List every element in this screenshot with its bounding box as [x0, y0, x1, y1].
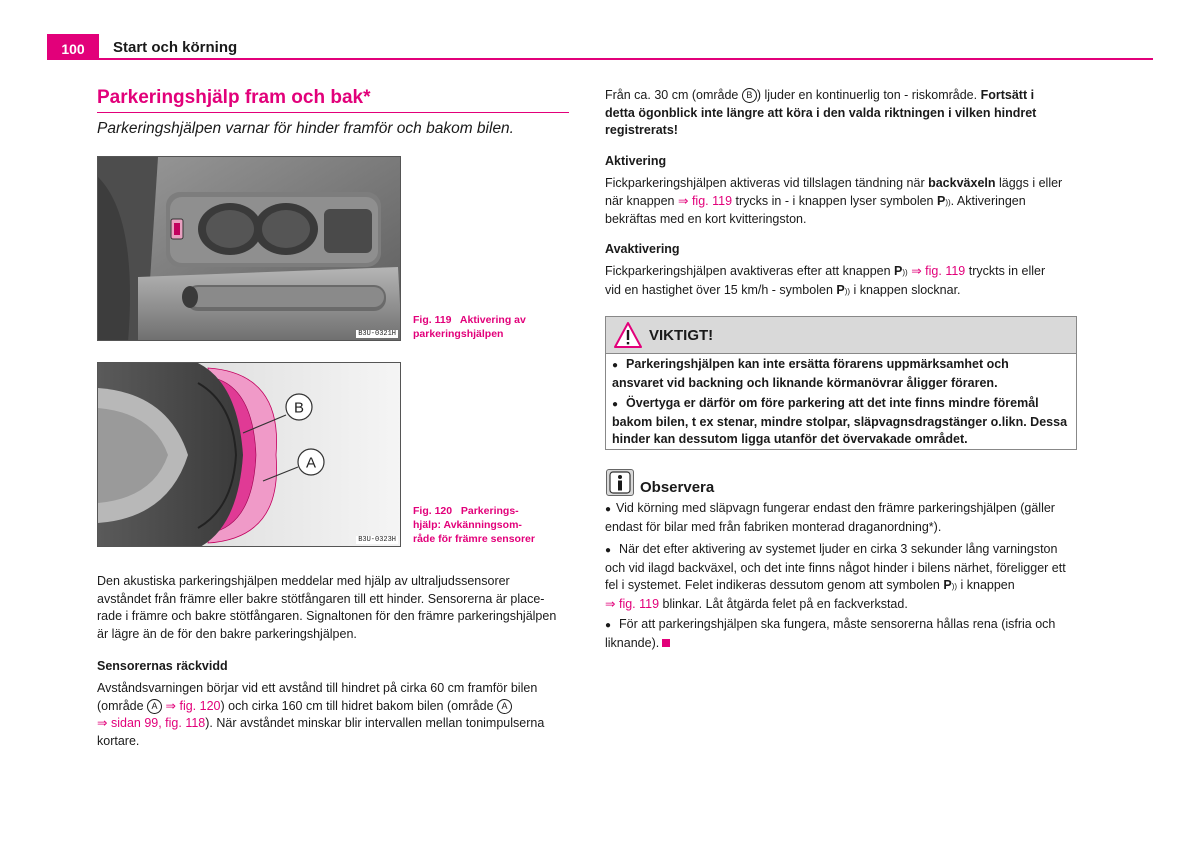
warning-title: VIKTIGT!	[649, 327, 714, 344]
text-line: är lägre än de för den bakre parkeringshjälpen.	[97, 626, 357, 641]
page-number: 100	[47, 34, 99, 60]
figure-120-caption-line: Parkerings-	[460, 505, 519, 517]
figure-120-number: Fig. 120	[413, 505, 453, 517]
link-text: fig. 120	[179, 698, 221, 713]
text-line: rade i främre och bakre stötfångaren. Signaltonen för den främre parkeringshjälpen	[97, 609, 557, 623]
sensor-range-illustration	[98, 363, 401, 547]
range-paragraph	[97, 680, 572, 750]
arrow-icon: ⇒	[677, 193, 689, 208]
text-line: När det efter aktivering av systemet ljuder en cirka 3 sekunder lång varningston	[619, 542, 1058, 556]
arrow-icon: ⇒	[911, 264, 922, 278]
title-rule	[97, 112, 569, 113]
range-label-b: B	[293, 399, 305, 417]
end-marker-icon	[662, 639, 670, 647]
figure-119-caption	[413, 313, 526, 341]
figure-119-caption-line: parkeringshjälpen	[413, 328, 504, 340]
text-fragment: i knappen	[957, 578, 1015, 592]
figure-120-image	[97, 362, 401, 547]
parking-symbol-icon: P	[894, 264, 903, 278]
text-fragment: läggs i eller	[995, 176, 1063, 190]
intro-paragraph	[97, 573, 572, 643]
text-line: Parkeringshjälpen kan inte ersätta förarens uppmärksamhet och	[626, 357, 1009, 371]
text-fragment: i knappen slocknar.	[850, 282, 961, 297]
figure-119-number: Fig. 119	[413, 314, 452, 326]
text-fragment: Från ca. 30 cm (område	[605, 88, 742, 102]
text-line: endast för bilar med från fabriken monterad draganordning*).	[605, 519, 942, 534]
parking-symbol-icon: P	[836, 282, 845, 297]
warning-header	[606, 317, 1076, 354]
text-line: ansvaret vid backning och liknande körmanövrar åligger föraren.	[612, 375, 998, 390]
fig-120-link[interactable]	[166, 699, 221, 713]
text-line: bakom bilen, t ex stenar, mindre stolpar, släpvagnsdragstänger o.likn. Dessa	[612, 414, 1068, 429]
text-line: hinder kan dessutom ligga utanför det övervakade området.	[612, 432, 968, 446]
text-line: bekräftas med en kort kvitteringston.	[605, 212, 807, 226]
section-header: Start och körning	[113, 39, 238, 56]
bullet-icon: ●	[605, 504, 612, 515]
area-a-marker: A	[497, 699, 512, 714]
text-line: avståndet från främre eller bakre stötfångaren till ett hinder. Sensorerna är place-	[97, 591, 545, 606]
text-fragment: Fickparkeringshjälpen aktiveras vid tillslagen tändning när	[605, 176, 929, 190]
info-icon	[606, 469, 634, 496]
text-fragment: . Aktiveringen	[950, 193, 1026, 208]
text-fragment: backväxeln	[928, 176, 996, 190]
activation-heading: Aktivering	[605, 154, 667, 168]
figure-119-code: B3U-0321H	[358, 330, 396, 338]
text-fragment: (område	[97, 698, 148, 713]
text-line: För att parkeringshjälpen ska fungera, måste sensorerna hållas rena (isfria och	[619, 617, 1056, 631]
page-99-link[interactable]	[97, 716, 205, 730]
header-rule	[47, 58, 1153, 60]
text-line: och vid ilagd backväxel, och det inte finns något hinder i bilens närhet, föreligger ett	[605, 560, 1066, 575]
sound-waves-icon: ))	[844, 286, 851, 296]
figure-120-caption-line: råde för främre sensorer	[413, 533, 535, 545]
text-line: liknande).	[605, 635, 660, 650]
warning-item	[612, 356, 1074, 392]
center-console-illustration	[98, 157, 401, 341]
text-fragment: fel i systemet. Felet indikeras dessutom genom att symbolen	[605, 578, 944, 592]
note-item	[605, 616, 1080, 652]
text-fragment: trycks in - i knappen lyser symbolen	[732, 193, 937, 208]
deactivation-heading: Avaktivering	[605, 242, 680, 256]
text-fragment: Fortsätt i	[980, 88, 1035, 102]
text-fragment: blinkar. Låt åtgärda felet på en fackverkstad.	[659, 596, 908, 611]
warning-box	[605, 316, 1077, 450]
sound-waves-icon: ))	[951, 582, 958, 591]
figure-120-caption-line: hjälp: Avkänningsom-	[413, 519, 522, 531]
text-line: Övertyga er därför om före parkering att det inte finns mindre föremål	[626, 396, 1039, 410]
link-text: fig. 119	[925, 264, 966, 278]
arrow-icon: ⇒	[605, 596, 616, 611]
area-a-marker: A	[147, 699, 162, 714]
bullet-icon: ●	[612, 360, 619, 371]
figure-120-caption	[413, 504, 535, 546]
link-text: fig. 119	[691, 193, 733, 208]
text-fragment: när knappen	[605, 193, 678, 208]
bullet-icon: ●	[605, 620, 612, 631]
b-area-paragraph	[605, 87, 1085, 140]
figure-119-image	[97, 156, 401, 341]
link-text: sidan 99, fig. 118	[110, 716, 206, 730]
sound-waves-icon: ))	[902, 268, 908, 277]
figure-120-code: B3U-0323H	[358, 536, 396, 544]
range-label-a: A	[305, 454, 317, 472]
area-b-marker: B	[742, 88, 757, 103]
page-subtitle: Parkeringshjälpen varnar för hinder framför och bakom bilen.	[97, 120, 514, 137]
fig-119-link[interactable]	[605, 597, 659, 611]
note-title: Observera	[640, 479, 715, 496]
note-item	[605, 500, 1080, 536]
range-heading: Sensorernas räckvidd	[97, 659, 228, 673]
text-line: Avståndsvarningen börjar vid ett avstånd till hindret på cirka 60 cm framför bilen	[97, 681, 538, 695]
fig-119-link[interactable]	[678, 194, 732, 208]
text-fragment: vid en hastighet över 15 km/h - symbolen	[605, 282, 837, 297]
text-line: kortare.	[97, 733, 140, 748]
warning-triangle-icon	[613, 321, 643, 349]
arrow-icon: ⇒	[165, 698, 176, 713]
text-line: registrerats!	[605, 123, 678, 137]
note-item	[605, 541, 1080, 613]
page-title: Parkeringshjälp fram och bak*	[97, 87, 371, 108]
text-line: Vid körning med släpvagn fungerar endast den främre parkeringshjälpen (gäller	[616, 501, 1055, 515]
parking-symbol-icon: P	[936, 193, 946, 208]
link-text: fig. 119	[618, 596, 660, 611]
text-fragment: ) ljuder en kontinuerlig ton - riskområde.	[756, 88, 981, 102]
activation-paragraph	[605, 175, 1085, 229]
fig-119-link[interactable]	[911, 264, 965, 278]
deactivation-paragraph	[605, 263, 1085, 300]
text-line: detta ögonblick inte längre att köra i den valda riktningen i vilken hindret	[605, 105, 1037, 120]
parking-symbol-icon: P	[943, 578, 952, 592]
text-fragment: ). När avståndet minskar blir intervallen mellan tonimpulserna	[205, 716, 545, 730]
arrow-icon: ⇒	[97, 716, 108, 730]
bullet-icon: ●	[612, 399, 619, 410]
figure-119-caption-line: Aktivering av	[459, 314, 526, 326]
bullet-icon: ●	[605, 545, 612, 556]
text-fragment: ) och cirka 160 cm till hidret bakom bilen (område	[220, 698, 498, 713]
warning-item	[612, 395, 1074, 449]
text-line: Den akustiska parkeringshjälpen meddelar med hjälp av ultraljudssensorer	[97, 574, 510, 588]
sound-waves-icon: ))	[945, 197, 951, 207]
text-fragment: tryckts in eller	[965, 264, 1046, 278]
text-fragment: Fickparkeringshjälpen avaktiveras efter att knappen	[605, 264, 895, 278]
